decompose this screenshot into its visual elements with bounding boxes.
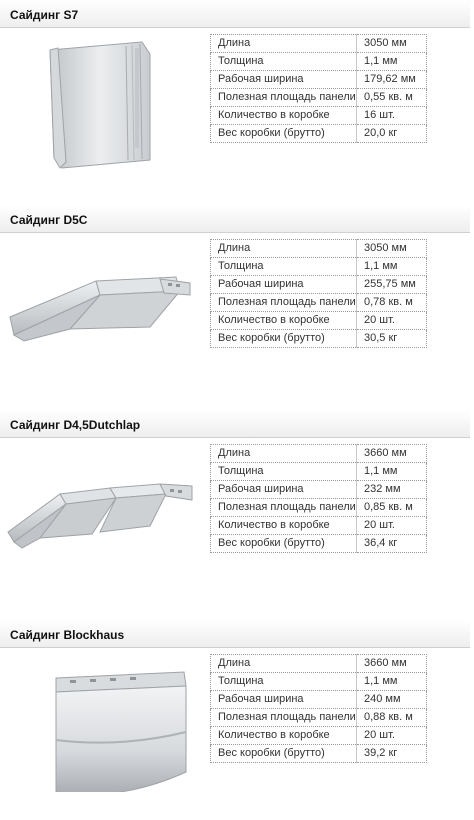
spec-row	[211, 691, 427, 709]
spec-value: 255,75 мм	[357, 276, 427, 294]
spec-label: Вес коробки (брутто)	[211, 330, 357, 348]
spec-value: 179,62 мм	[357, 71, 427, 89]
spec-value: 20 шт.	[357, 312, 427, 330]
spec-row	[211, 481, 427, 499]
spec-label: Количество в коробке	[211, 312, 357, 330]
product-section-dutchlap	[0, 410, 474, 610]
product-section-s7	[0, 0, 474, 200]
spec-label: Длина	[211, 35, 357, 53]
spec-value: 0,55 кв. м	[357, 89, 427, 107]
spec-row	[211, 258, 427, 276]
spec-value: 20 шт.	[357, 517, 427, 535]
product-title: Сайдинг D5C	[10, 213, 88, 227]
spec-label: Рабочая ширина	[211, 276, 357, 294]
spec-value: 16 шт.	[357, 107, 427, 125]
spec-label: Количество в коробке	[211, 517, 357, 535]
spec-label: Толщина	[211, 258, 357, 276]
spec-value: 0,78 кв. м	[357, 294, 427, 312]
spec-value: 1,1 мм	[357, 673, 427, 691]
spec-row	[211, 53, 427, 71]
product-title: Сайдинг D4,5Dutchlap	[10, 418, 141, 432]
spec-label: Количество в коробке	[211, 727, 357, 745]
spec-table	[210, 654, 427, 763]
spec-label: Толщина	[211, 463, 357, 481]
spec-value: 0,85 кв. м	[357, 499, 427, 517]
spec-row	[211, 35, 427, 53]
spec-label: Рабочая ширина	[211, 481, 357, 499]
spec-value: 39,2 кг	[357, 745, 427, 763]
spec-row	[211, 107, 427, 125]
spec-label: Толщина	[211, 53, 357, 71]
spec-label: Длина	[211, 445, 357, 463]
product-title: Сайдинг S7	[10, 8, 79, 22]
spec-label: Рабочая ширина	[211, 71, 357, 89]
siding-s7-panel-icon	[0, 32, 200, 172]
spec-label: Количество в коробке	[211, 107, 357, 125]
spec-row	[211, 445, 427, 463]
spec-value: 1,1 мм	[357, 258, 427, 276]
spec-value: 0,88 кв. м	[357, 709, 427, 727]
spec-label: Полезная площадь панели	[211, 499, 357, 517]
spec-value: 36,4 кг	[357, 535, 427, 553]
spec-row	[211, 655, 427, 673]
spec-value: 30,5 кг	[357, 330, 427, 348]
spec-row	[211, 463, 427, 481]
spec-row	[211, 517, 427, 535]
product-header	[0, 205, 470, 233]
spec-label: Вес коробки (брутто)	[211, 125, 357, 143]
spec-value: 232 мм	[357, 481, 427, 499]
spec-row	[211, 535, 427, 553]
spec-label: Полезная площадь панели	[211, 89, 357, 107]
product-section-d5c	[0, 205, 474, 405]
spec-row	[211, 276, 427, 294]
spec-row	[211, 312, 427, 330]
product-title: Сайдинг Blockhaus	[10, 628, 125, 642]
spec-table	[210, 34, 427, 143]
siding-dutchlap-panel-icon	[0, 442, 200, 582]
spec-label: Полезная площадь панели	[211, 709, 357, 727]
spec-value: 1,1 мм	[357, 53, 427, 71]
spec-label: Длина	[211, 655, 357, 673]
spec-row	[211, 499, 427, 517]
spec-row	[211, 727, 427, 745]
spec-row	[211, 330, 427, 348]
product-header	[0, 620, 470, 648]
product-section-blockhaus	[0, 620, 474, 820]
product-header	[0, 0, 470, 28]
spec-label: Толщина	[211, 673, 357, 691]
spec-row	[211, 125, 427, 143]
spec-value: 20 шт.	[357, 727, 427, 745]
spec-value: 3660 мм	[357, 445, 427, 463]
spec-label: Вес коробки (брутто)	[211, 535, 357, 553]
spec-value: 3050 мм	[357, 35, 427, 53]
spec-label: Рабочая ширина	[211, 691, 357, 709]
spec-row	[211, 709, 427, 727]
spec-value: 3660 мм	[357, 655, 427, 673]
spec-value: 20,0 кг	[357, 125, 427, 143]
spec-value: 3050 мм	[357, 240, 427, 258]
spec-value: 240 мм	[357, 691, 427, 709]
spec-row	[211, 89, 427, 107]
spec-table	[210, 239, 427, 348]
spec-label: Длина	[211, 240, 357, 258]
spec-label: Полезная площадь панели	[211, 294, 357, 312]
product-header	[0, 410, 470, 438]
spec-row	[211, 745, 427, 763]
spec-table	[210, 444, 427, 553]
siding-d5c-panel-icon	[0, 237, 200, 377]
siding-blockhaus-panel-icon	[0, 652, 200, 792]
spec-row	[211, 294, 427, 312]
spec-row	[211, 240, 427, 258]
spec-row	[211, 673, 427, 691]
spec-label: Вес коробки (брутто)	[211, 745, 357, 763]
spec-row	[211, 71, 427, 89]
spec-value: 1,1 мм	[357, 463, 427, 481]
